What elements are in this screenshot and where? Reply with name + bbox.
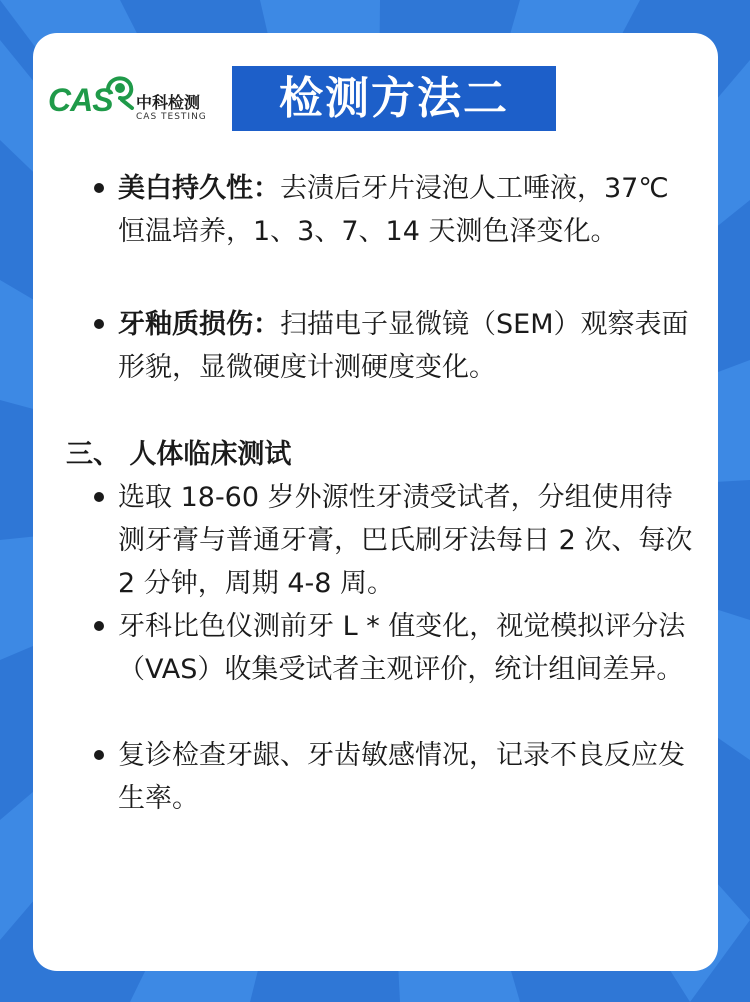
logo-mark: CAS bbox=[48, 82, 113, 118]
bullet-icon bbox=[94, 621, 104, 631]
list-item-evaluation bbox=[118, 605, 693, 691]
page-title: 检测方法二 bbox=[279, 73, 509, 124]
item-text: 牙科比色仪测前牙 L * 值变化，视觉模拟评分法（VAS）收集受试者主观评价，统计组间差异。 bbox=[118, 611, 686, 685]
item-text: 扫描电子显微镜（SEM）观察表面形貌，显微硬度计测硬度变化。 bbox=[118, 309, 689, 383]
bullet-icon bbox=[94, 183, 104, 193]
item-term: 美白持久性 bbox=[118, 173, 253, 204]
list-item-whitening-durability bbox=[118, 167, 693, 253]
logo-chinese-name: 中科检测 bbox=[136, 93, 201, 112]
item-term: 牙釉质损伤 bbox=[118, 309, 253, 340]
list-item-follow-up bbox=[118, 734, 693, 820]
section-heading: 三、 人体临床测试 bbox=[66, 439, 292, 470]
item-text: 选取 18-60 岁外源性牙渍受试者，分组使用待测牙膏与普通牙膏，巴氏刷牙法每日 2 次、每次 2 分钟，周期 4-8 周。 bbox=[118, 482, 693, 599]
bullet-icon bbox=[94, 319, 104, 329]
item-separator: ： bbox=[253, 309, 280, 340]
bullet-icon bbox=[94, 750, 104, 760]
bullet-icon bbox=[94, 492, 104, 502]
logo-english-name: CAS TESTING bbox=[136, 112, 207, 122]
list-item-enamel-damage bbox=[118, 303, 693, 389]
item-separator: ： bbox=[253, 173, 280, 204]
list-item-subjects bbox=[118, 476, 693, 605]
item-text: 复诊检查牙龈、牙齿敏感情况，记录不良反应发生率。 bbox=[118, 740, 685, 814]
item-text: 去渍后牙片浸泡人工唾液，37℃恒温培养，1、3、7、14 天测色泽变化。 bbox=[118, 173, 669, 247]
